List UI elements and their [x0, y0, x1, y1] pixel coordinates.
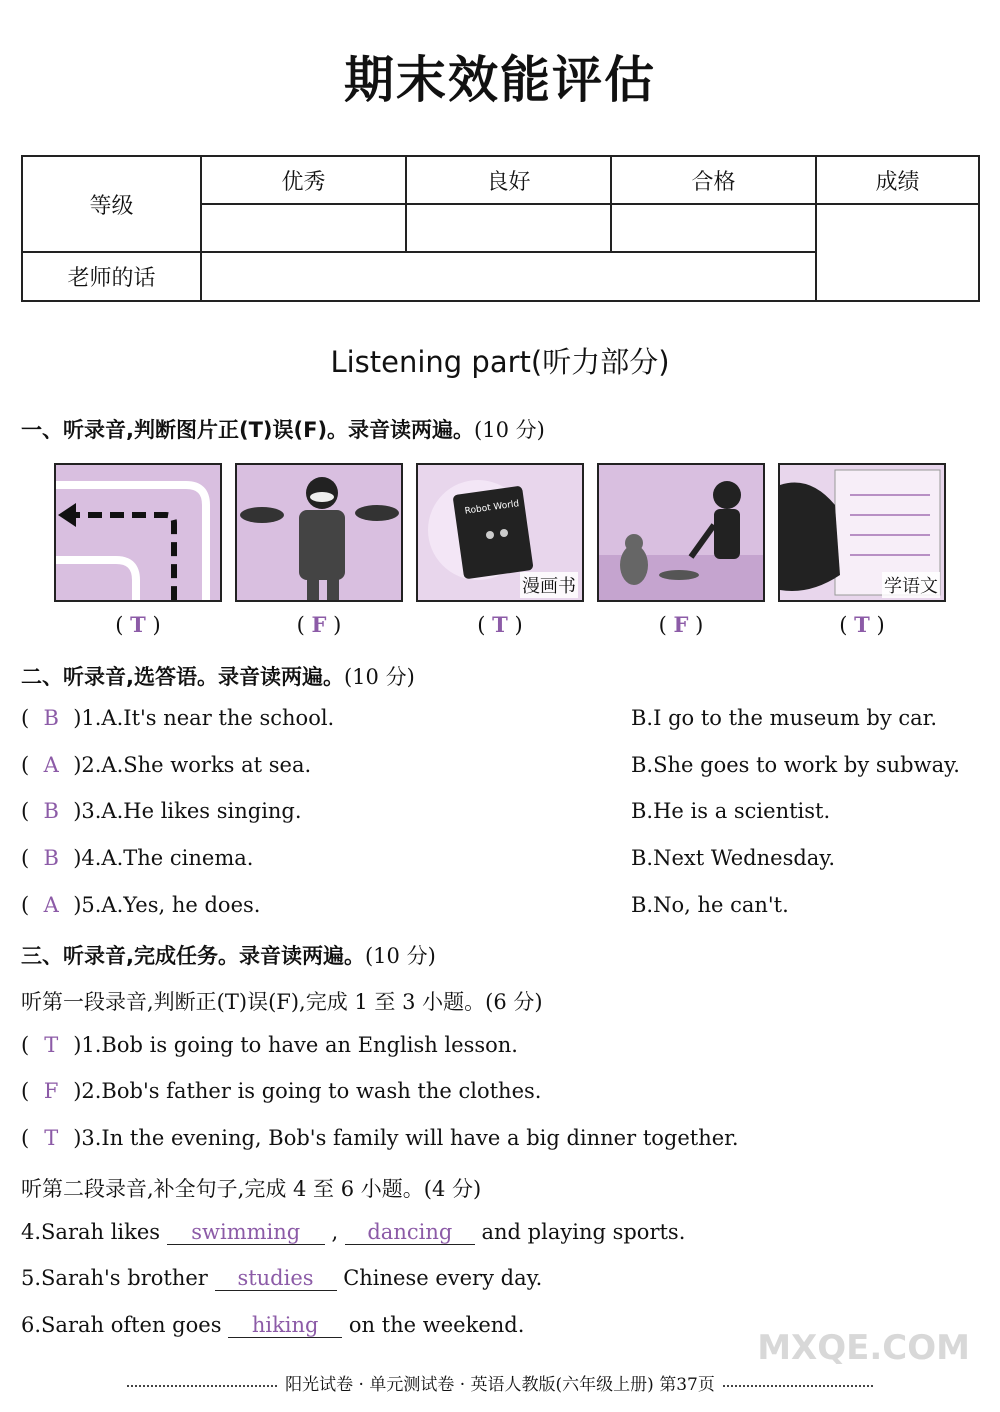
section3-part1-instruction: 听第一段录音,判断正(T)误(F),完成 1 至 3 小题。(6 分): [21, 990, 543, 1014]
picture-answer-4: ( F ): [658, 612, 704, 637]
section1-heading: 一、听录音,判断图片正(T)误(F)。录音读两遍。(10 分): [21, 418, 545, 442]
footer-divider-right: [723, 1385, 873, 1387]
listening-title: Listening part(听力部分): [330, 345, 670, 379]
question2-4: ( B )4.A.The cinema.: [21, 846, 254, 870]
picture-answer-3: ( T ): [477, 612, 523, 637]
question2-2: ( A )2.A.She works at sea.: [21, 753, 312, 777]
question2-5-option-b: B.No, he can't.: [631, 893, 789, 917]
q6-blank: hiking: [228, 1313, 342, 1338]
question2-2-option-b: B.She goes to work by subway.: [631, 753, 960, 777]
q4-blank-2: dancing: [345, 1220, 475, 1245]
score-cell: [816, 204, 979, 301]
svg-text:Robot World: Robot World: [464, 499, 520, 517]
section3-part2-instruction: 听第二段录音,补全句子,完成 4 至 6 小题。(4 分): [21, 1177, 482, 1201]
level-pass: 合格: [611, 156, 816, 204]
picture-caption-learn-chinese: 学语文: [882, 572, 940, 598]
question3-3: ( T )3.In the evening, Bob's family will have a big dinner together.: [21, 1126, 739, 1150]
q5-blank: studies: [215, 1266, 337, 1291]
question2-5: ( A )5.A.Yes, he does.: [21, 893, 261, 917]
footer-divider-left: [127, 1385, 277, 1387]
question2-1: ( B )1.A.It's near the school.: [21, 706, 335, 730]
question2-3-option-b: B.He is a scientist.: [631, 799, 831, 823]
level-excellent: 优秀: [201, 156, 406, 204]
score-label: 成绩: [816, 156, 979, 204]
grade-label: 等级: [22, 156, 201, 252]
question2-1-option-b: B.I go to the museum by car.: [631, 706, 938, 730]
section2-heading: 二、听录音,选答语。录音读两遍。(10 分): [21, 665, 415, 689]
good-cell: [406, 204, 611, 252]
question3-2: ( F )2.Bob's father is going to wash the clothes.: [21, 1079, 542, 1103]
excellent-cell: [201, 204, 406, 252]
picture-answer-1: ( T ): [115, 612, 161, 637]
girl-cat-image: [597, 463, 765, 602]
question3-5: 5.Sarah's brother studies Chinese every day.: [21, 1266, 543, 1290]
pilot-helicopter-image: [235, 463, 403, 602]
page-footer: 阳光试卷 · 单元测试卷 · 英语人教版(六年级上册) 第37页: [0, 1370, 1000, 1395]
question3-6: 6.Sarah often goes hiking on the weekend.: [21, 1313, 525, 1337]
level-good: 良好: [406, 156, 611, 204]
q4-blank-1: swimming: [167, 1220, 325, 1245]
road-arrow-image: [54, 463, 222, 602]
question2-4-option-b: B.Next Wednesday.: [631, 846, 836, 870]
hand-chinese-book-image: [778, 463, 946, 602]
picture-answer-5: ( T ): [839, 612, 885, 637]
picture-answer-2: ( F ): [296, 612, 342, 637]
question3-4: 4.Sarah likes swimming , dancing and playing sports.: [21, 1220, 686, 1244]
pass-cell: [611, 204, 816, 252]
teacher-comment-cell: [201, 252, 816, 301]
robot-world-book-image: [416, 463, 584, 602]
page-title: 期末效能评估: [344, 51, 656, 109]
watermark: MXQE.COM: [757, 1328, 970, 1368]
question2-3: ( B )3.A.He likes singing.: [21, 799, 302, 823]
picture-caption-comic-book: 漫画书: [520, 572, 578, 598]
grade-table: [21, 155, 980, 302]
section3-heading: 三、听录音,完成任务。录音读两遍。(10 分): [21, 944, 436, 968]
question3-1: ( T )1.Bob is going to have an English lesson.: [21, 1033, 518, 1057]
teacher-label: 老师的话: [22, 252, 201, 301]
